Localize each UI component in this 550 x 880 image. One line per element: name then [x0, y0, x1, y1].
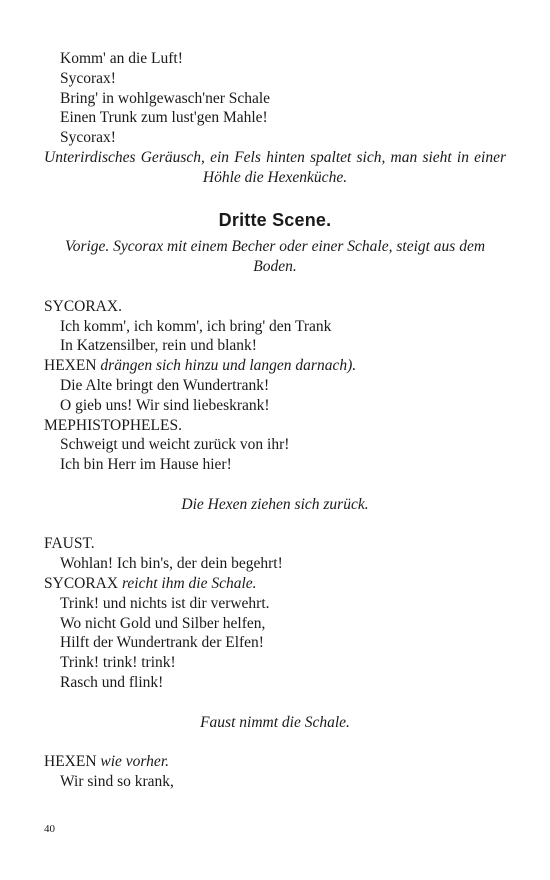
verse-line: Einen Trunk zum lust'gen Mahle!	[60, 109, 268, 127]
speaker-line	[44, 752, 506, 772]
scene-direction: Boden.	[253, 258, 297, 276]
spacer	[44, 732, 506, 752]
spacer	[44, 188, 506, 208]
page-body	[44, 49, 506, 792]
spacer	[44, 475, 506, 495]
speaker-direction: wie vorher.	[100, 753, 170, 771]
speaker-name: HEXEN	[44, 357, 97, 375]
verse-line: Hilft der Wundertrank der Elfen!	[60, 634, 264, 652]
verse-line: Ich bin Herr im Hause hier!	[60, 456, 232, 474]
verse-line: Wir sind so krank,	[60, 772, 174, 790]
spacer	[44, 515, 506, 535]
speaker-direction: reicht ihm die Schale.	[121, 574, 257, 592]
verse-line: Rasch und flink!	[60, 673, 164, 691]
verse-line: Komm' an die Luft!	[60, 50, 183, 67]
stage-direction: Die Hexen ziehen sich zurück.	[181, 495, 369, 513]
speaker-name: MEPHISTOPHELES.	[44, 416, 182, 434]
verse-line: Die Alte bringt den Wundertrank!	[60, 376, 270, 394]
speaker-direction: drängen sich hinzu und langen darnach).	[100, 357, 357, 375]
spacer	[44, 277, 506, 297]
speaker-line	[44, 356, 506, 376]
speaker-name: SYCORAX	[44, 574, 119, 592]
verse-line: Schweigt und weicht zurück von ihr!	[60, 436, 290, 454]
verse-line: Bring' in wohlgewasch'ner Schale	[60, 89, 271, 107]
verse-line: Sycorax!	[60, 69, 116, 87]
speaker-name: HEXEN	[44, 753, 97, 771]
scene-title: Dritte Scene.	[218, 210, 332, 231]
spacer	[44, 693, 506, 713]
verse-line: Trink! und nichts ist dir verwehrt.	[60, 594, 270, 612]
speaker-line	[44, 574, 506, 594]
speaker-name: SYCORAX.	[44, 297, 122, 315]
speaker-name: FAUST.	[44, 535, 95, 553]
stage-direction: Höhle die Hexenküche.	[202, 168, 348, 186]
verse-line: Ich komm', ich komm', ich bring' den Trank	[60, 317, 332, 335]
page-number: 40	[44, 823, 55, 835]
stage-direction: Faust nimmt die Schale.	[200, 713, 350, 731]
stage-direction: Unterirdisches Geräusch, ein Fels hinten spaltet sich, man sieht in einer	[44, 148, 506, 166]
verse-line: Wohlan! Ich bin's, der dein begehrt!	[60, 555, 283, 573]
scene-direction: Vorige. Sycorax mit einem Becher oder einer Schale, steigt aus dem	[64, 238, 486, 256]
verse-line: O gieb uns! Wir sind liebeskrank!	[60, 396, 270, 414]
verse-line: In Katzensilber, rein und blank!	[60, 337, 257, 355]
verse-line: Sycorax!	[60, 129, 116, 147]
verse-line: Trink! trink! trink!	[60, 654, 176, 672]
verse-line: Wo nicht Gold und Silber helfen,	[60, 614, 266, 632]
